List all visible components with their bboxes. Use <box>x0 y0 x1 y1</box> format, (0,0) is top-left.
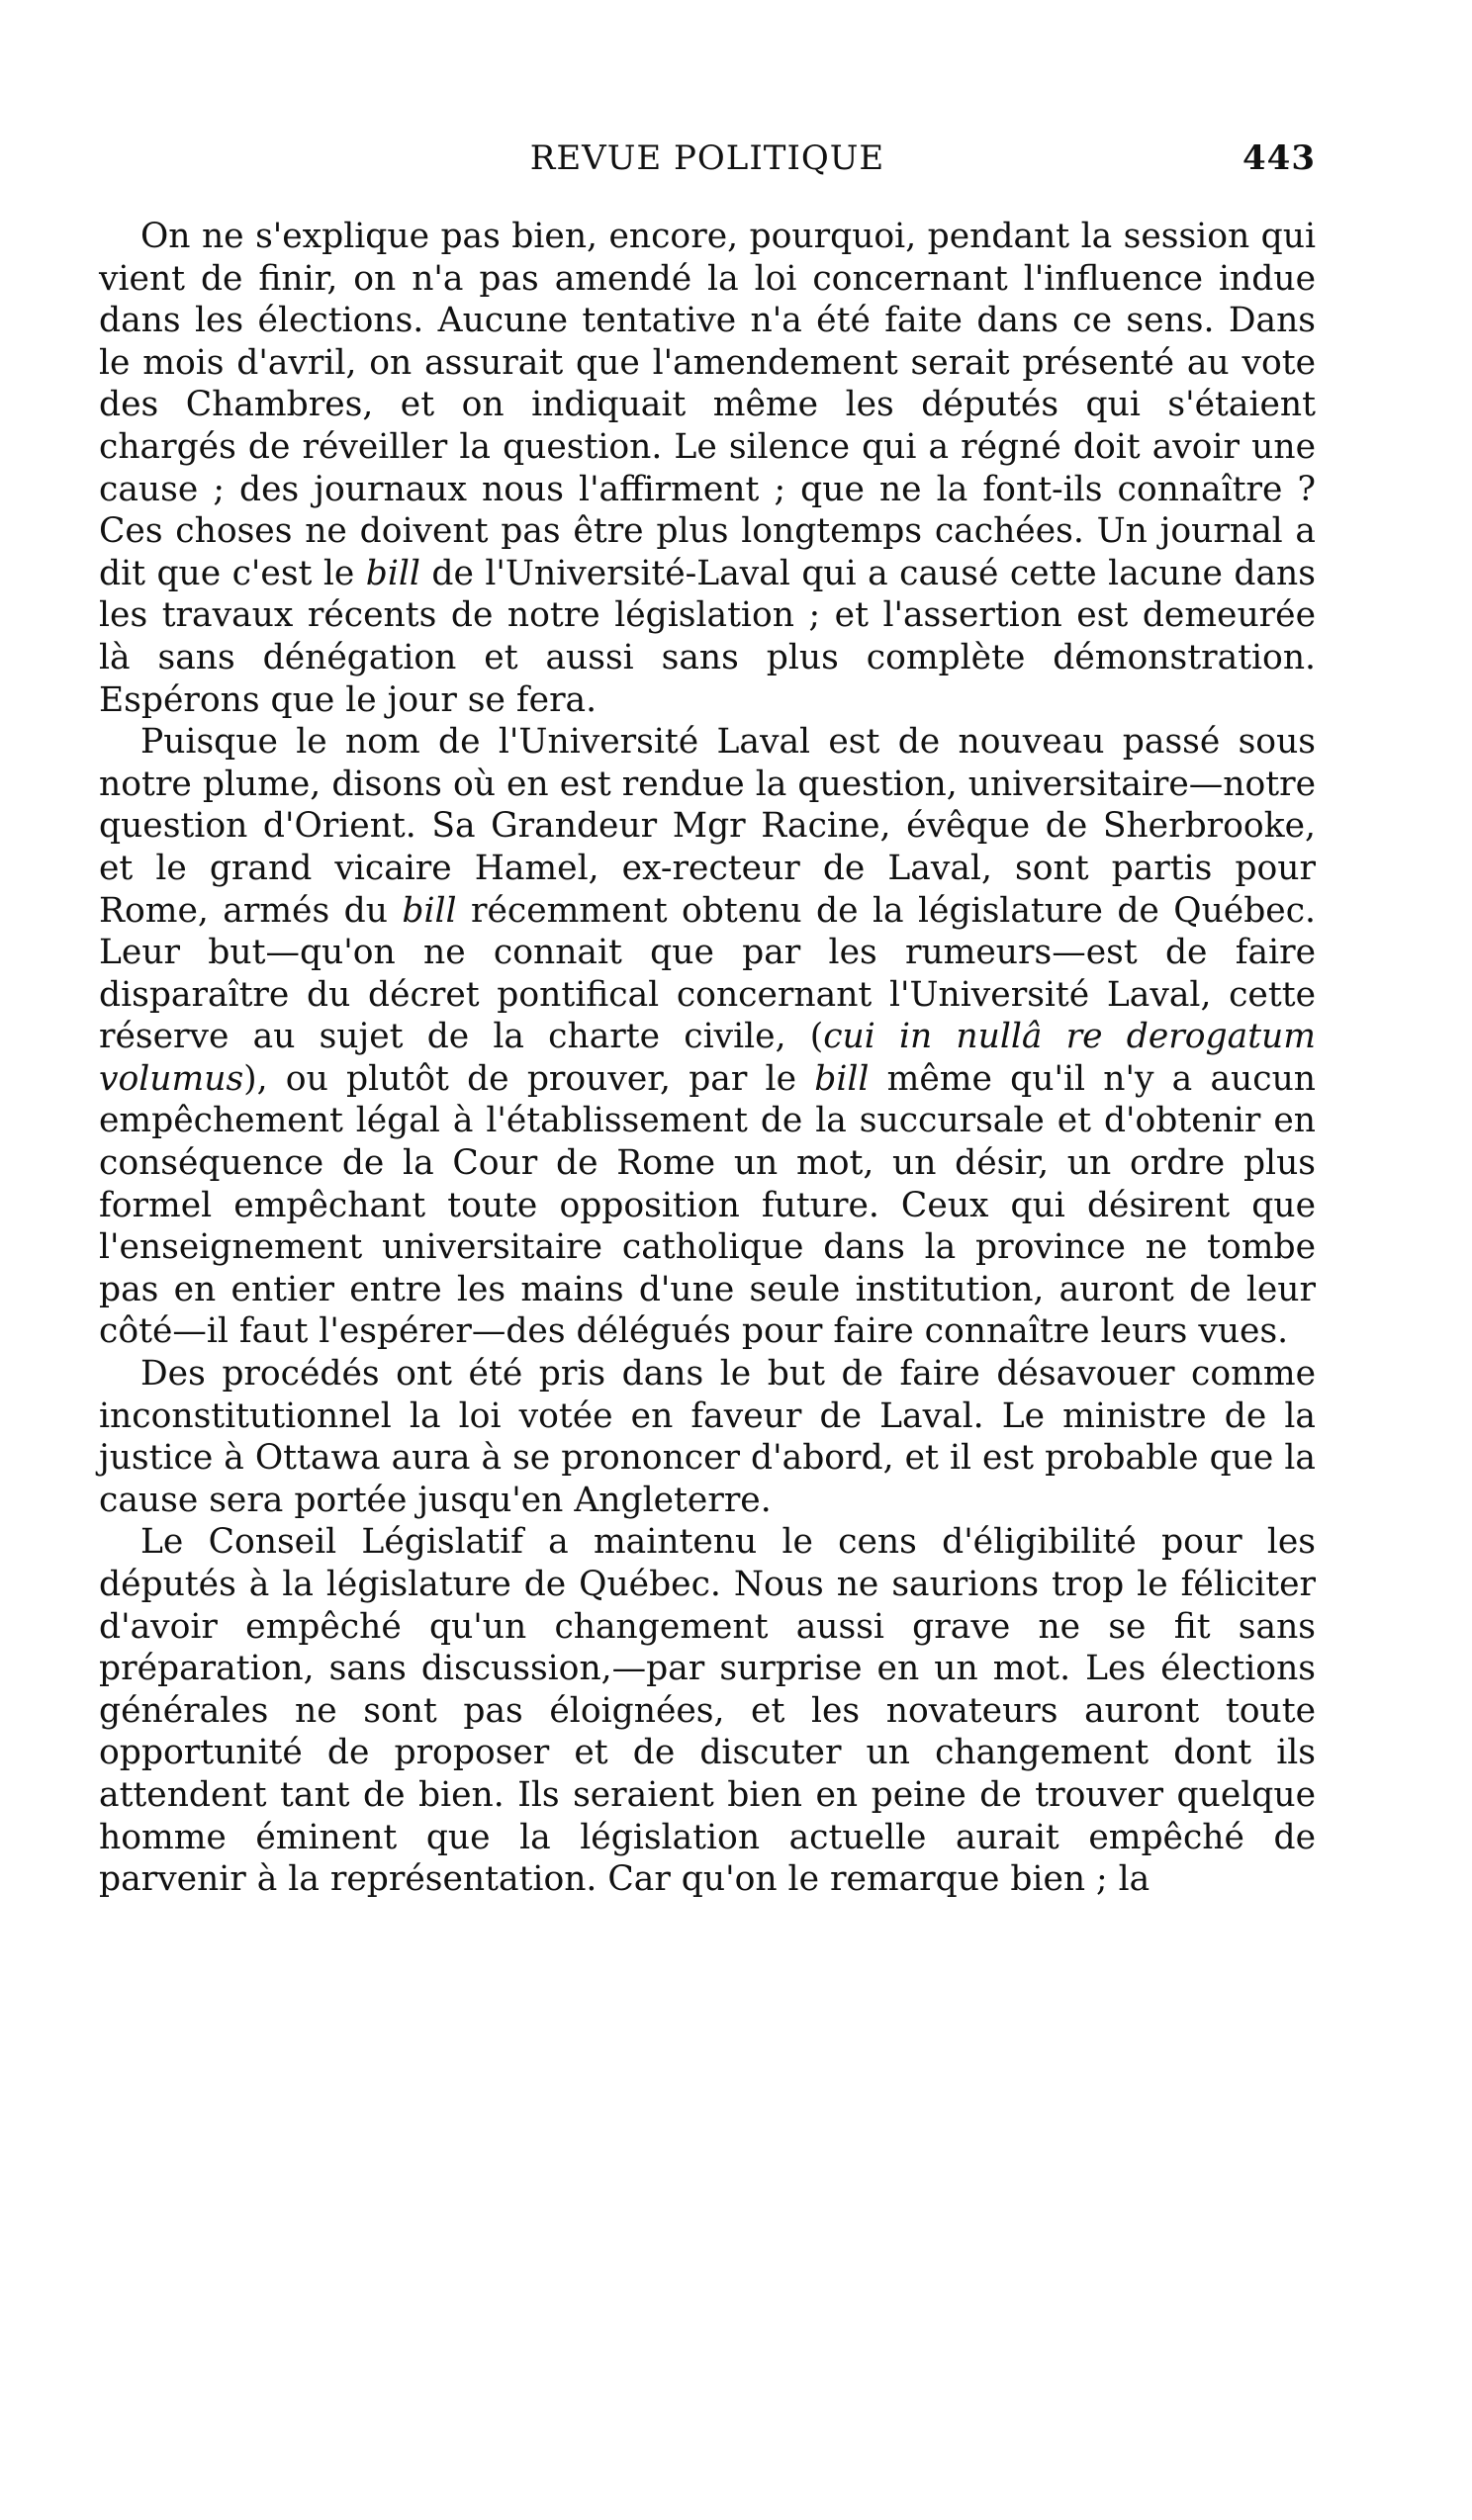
paragraph-2 <box>99 721 1316 1353</box>
italic-term: bill <box>365 553 420 593</box>
italic-latin-quote: cui in nullâ re derogatum volumus <box>99 1017 1316 1099</box>
text-run: même qu'il n'y a aucun empêchement légal à l'établissement de la succursale et d'obtenir en conséquence de la Cour de Rome un mot, un désir, un ordre plus formel empêchant toute opposition future. Ceux qui désirent que l'enseignement universitaire catholique dans la province ne tombe pas en entier entre les mains d'une seule institution, auront de leur côté—il faut l'espérer—des délégués pour faire connaître leurs vues. <box>99 1058 1317 1352</box>
italic-term: bill <box>402 890 457 931</box>
text-run: Le Conseil Législatif a maintenu le cens d'éligibilité pour les députés à la législature de Québec. Nous ne saurions trop le féliciter d'avoir empêché qu'un changement aussi grave ne se fit sans préparation, sans discussion,—par surprise en un mot. Les élections générales ne sont pas éloignées, et les novateurs auront toute opportunité de proposer et de discuter un changement dont ils attendent tant de bien. Ils seraient bien en peine de trouver quelque homme éminent que la législation actuelle aurait empêché de parvenir à la représentation. Car qu'on le remarque bien ; la <box>99 1522 1316 1900</box>
italic-term: bill <box>814 1058 870 1099</box>
page <box>99 138 1316 1901</box>
text-run: de l'Université-Laval qui a causé cette lacune dans les travaux récents de notre législation ; et l'assertion est demeurée là sans dénégation et aussi sans plus complète démonstration. Espérons que le jour se fera. <box>99 553 1316 720</box>
paragraph-4 <box>99 1521 1316 1900</box>
running-title: REVUE POLITIQUE <box>529 138 885 178</box>
text-run: récemment obtenu de la législature de Québec. Leur but—qu'on ne connait que par les rumeurs—est de faire disparaître du décret pontifical concernant l'Université Laval, cette réserve au sujet de la charte civile, ( <box>99 890 1316 1057</box>
text-run: ), ou plutôt de prouver, par le <box>243 1058 815 1099</box>
paragraph-3 <box>99 1353 1316 1521</box>
text-run: On ne s'explique pas bien, encore, pourquoi, pendant la session qui vient de finir, on n'a pas amendé la loi concernant l'influence indue dans les élections. Aucune tentative n'a été faite dans ce sens. Dans le mois d'avril, on assurait que l'amendement serait présenté au vote des Chambres, et on indiquait même les députés qui s'étaient chargés de réveiller la question. Le silence qui a régné doit avoir une cause ; des journaux nous l'affirment ; que ne la font-ils connaître ? Ces choses ne doivent pas être plus longtemps cachées. Un journal a dit que c'est le <box>99 217 1316 593</box>
text-run: Des procédés ont été pris dans le but de faire désavouer comme inconstitutionnel la loi votée en faveur de Laval. Le ministre de la justice à Ottawa aura à se prononcer d'abord, et il est probable que la cause sera portée jusqu'en Angleterre. <box>99 1354 1316 1520</box>
text-run: Puisque le nom de l'Université Laval est de nouveau passé sous notre plume, disons où en est rendue la question, universitaire—notre question d'Orient. Sa Grandeur Mgr Racine, évêque de Sherbrooke, et le grand vicaire Hamel, ex-recteur de Laval, sont partis pour Rome, armés du <box>99 722 1316 931</box>
running-head <box>99 138 1316 184</box>
body-text <box>99 216 1316 1901</box>
page-number: 443 <box>1242 138 1316 178</box>
paragraph-1 <box>99 216 1316 721</box>
